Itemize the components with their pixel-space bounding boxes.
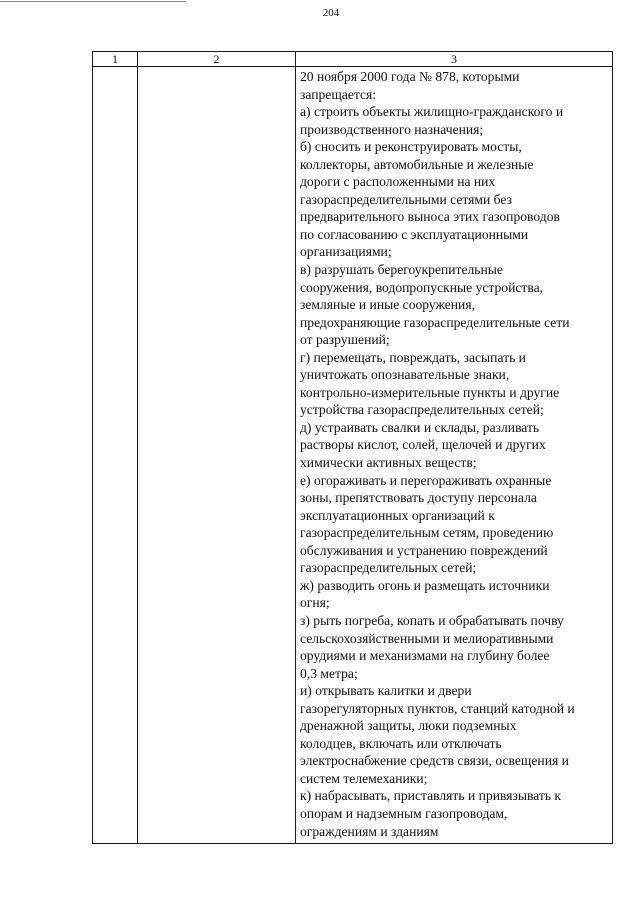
- text-line: эксплуатационных организаций к: [300, 507, 495, 523]
- column-header-1: 1: [93, 52, 138, 67]
- text-line: дороги с расположенными на них: [300, 174, 496, 190]
- text-line: запрещается:: [300, 86, 377, 102]
- document-table: [92, 51, 613, 844]
- text-line: огня;: [300, 595, 330, 611]
- text-line: газораспределительным сетям, проведению: [300, 525, 554, 541]
- text-line: предохраняющие газораспределительные сети: [300, 314, 570, 330]
- text-line: газораспределительными сетями без: [300, 191, 512, 207]
- top-rule: [0, 1, 186, 2]
- text-line: сооружения, водопропускные устройства,: [300, 279, 544, 295]
- text-line: г) перемещать, повреждать, засыпать и: [300, 349, 526, 365]
- text-line: зоны, препятствовать доступу персонала: [300, 490, 537, 506]
- text-line: газорегуляторных пунктов, станций катодной и: [300, 700, 575, 716]
- text-line: производственного назначения;: [300, 121, 484, 137]
- text-line: ограждениям и зданиям: [300, 823, 439, 839]
- text-line: по согласованию с эксплуатационными: [300, 226, 529, 242]
- text-line: б) сносить и реконструировать мосты,: [300, 139, 522, 155]
- table-header-row: [93, 52, 613, 67]
- text-line: е) огораживать и перегораживать охранные: [300, 472, 552, 488]
- text-line: земляные и иные сооружения,: [300, 297, 475, 313]
- text-line: организациями;: [300, 244, 392, 260]
- text-line: электроснабжение средств связи, освещения и: [300, 753, 569, 769]
- text-line: обслуживания и устранению повреждений: [300, 542, 548, 558]
- text-line: устройства газораспределительных сетей;: [300, 402, 544, 418]
- text-line: в) разрушать берегоукрепительные: [300, 262, 503, 278]
- text-line: и) открывать калитки и двери: [300, 683, 472, 699]
- cell-col-2: [138, 67, 296, 844]
- cell-col-1: [93, 67, 138, 844]
- cell-col-3: [296, 67, 613, 844]
- text-line: д) устраивать свалки и склады, разливать: [300, 419, 540, 435]
- text-line: 0,3 метра;: [300, 665, 358, 681]
- text-line: систем телемеханики;: [300, 770, 428, 786]
- text-line: растворы кислот, солей, щелочей и других: [300, 437, 546, 453]
- column-header-2: 2: [138, 52, 296, 67]
- text-line: опорам и надземным газопроводам,: [300, 805, 508, 821]
- text-line: предварительного выноса этих газопроводов: [300, 209, 560, 225]
- text-line: колодцев, включать или отключать: [300, 735, 502, 751]
- text-line: уничтожать опознавательные знаки,: [300, 367, 510, 383]
- text-line: з) рыть погреба, копать и обрабатывать почву: [300, 612, 564, 628]
- text-line: а) строить объекты жилищно-гражданского и: [300, 104, 564, 120]
- text-line: ж) разводить огонь и размещать источники: [300, 577, 550, 593]
- text-line: от разрушений;: [300, 332, 390, 348]
- text-line: сельскохозяйственными и мелиоративными: [300, 630, 554, 646]
- text-line: 20 ноября 2000 года № 878, которыми: [300, 69, 520, 84]
- table-row: [93, 67, 613, 844]
- column-header-3: 3: [296, 52, 613, 67]
- text-line: дренажной защиты, люки подземных: [300, 718, 517, 734]
- text-line: контрольно-измерительные пункты и другие: [300, 384, 560, 400]
- text-line: химически активных веществ;: [300, 455, 477, 471]
- text-line: орудиями и механизмами на глубину более: [300, 648, 550, 664]
- text-line: газораспределительных сетей;: [300, 560, 477, 576]
- text-line: к) набрасывать, приставлять и привязывать к: [300, 788, 562, 804]
- text-line: коллекторы, автомобильные и железные: [300, 156, 534, 172]
- page-number: 204: [322, 7, 340, 19]
